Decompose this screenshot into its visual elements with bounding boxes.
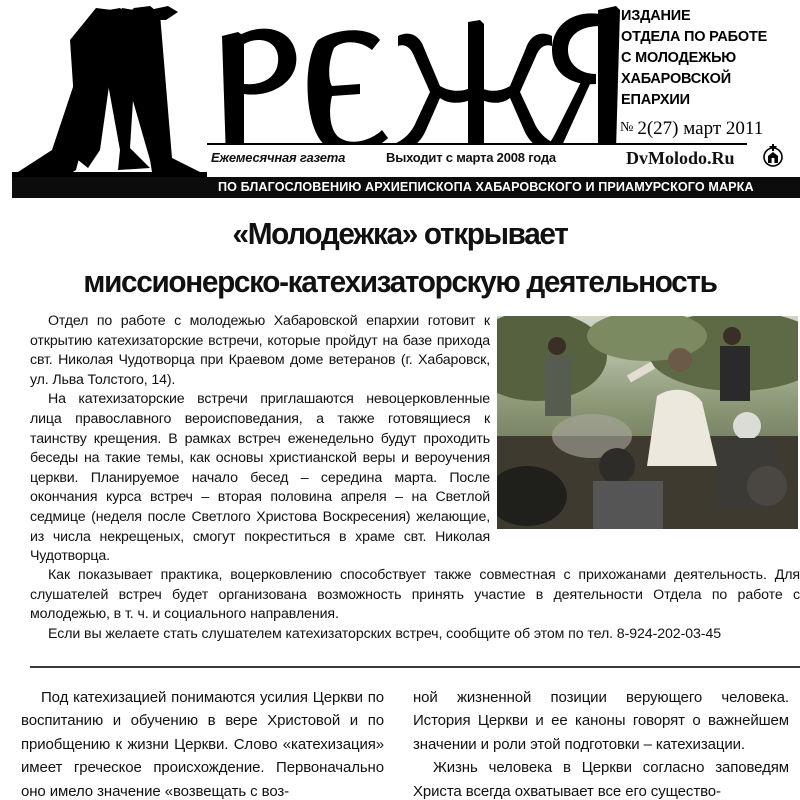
second-article-column-1 [21, 686, 384, 800]
publisher-line: ХАБАРОВСКОЙ ЕПАРХИИ [621, 71, 731, 108]
publisher-line: С МОЛОДЕЖЬЮ [621, 50, 737, 66]
church-emblem-icon [762, 143, 784, 169]
blessing-text: ПО БЛАГОСЛОВЕНИЮ АРХИЕПИСКОПА ХАБАРОВСКОГО И ПРИАМУРСКОГО МАРКА [218, 180, 754, 194]
article-paragraph: Как показывает практика, воцерковлению способствует также совместная с прихожанами деятельность. Для слушателей встреч будет организована возможность принять участие в деятельности Отдела по работе с молодежью, в т. ч. и социального направления. [30, 567, 800, 623]
since-label: Выходит с марта 2008 года [386, 150, 556, 165]
section-divider [30, 666, 800, 668]
photo-image [497, 316, 798, 529]
article-body-wide [30, 566, 800, 644]
headline-line-1: «Молодежка» открывает [232, 216, 568, 251]
website-link[interactable]: DvMolodo.Ru [626, 148, 735, 168]
article-paragraph: Под катехизацией понимаются усилия Церкви по воспитанию и обучению в вере Христовой и по приобщению к жизни Церкви. Слово «катехизация» имеет греческое происхождение. Первоначально оно имело значение «возвещать с воз- [21, 689, 384, 800]
masthead [0, 0, 800, 200]
article-body-column [30, 312, 490, 567]
second-article-column-2 [413, 686, 789, 800]
publisher-info [621, 6, 799, 111]
number-sign: № [620, 120, 634, 135]
issue-number [620, 118, 800, 140]
monthly-label: Ежемесячная газета [211, 150, 346, 165]
publisher-line: ОТДЕЛА ПО РАБОТЕ [621, 29, 768, 45]
headline-line-2: миссионерско-катехизаторскую деятельность [83, 264, 717, 299]
publisher-line: ИЗДАНИЕ [621, 8, 691, 24]
article-headline [16, 210, 784, 306]
article-paragraph: ной жизненной позиции верующего человека. История Церкви и ее каноны говорят о важнейшем значении и роли этой подготовки – катехизации. [413, 689, 789, 753]
issue-text: 2(27) март 2011 [637, 118, 764, 139]
article-photo [497, 316, 798, 529]
article-contact-paragraph: Если вы желаете стать слушателем катехизаторских встреч, сообщите об этом по тел. 8-924-202-03-45 [48, 625, 721, 642]
article-paragraph: Жизнь человека в Церкви согласно заповедям Христа всегда охватывает все его существо- [413, 759, 789, 800]
article-paragraph: Отдел по работе с молодежью Хабаровской епархии готовит к открытию катехизаторские встречи, которые пройдут на базе прихода свт. Николая Чудотворца при Краевом доме ветеранов (г. Хабаровск, ул. Льва Толстого, 14). [30, 313, 490, 388]
article-paragraph: На катехизаторские встречи приглашаются невоцерковленные лица православного вероисповедания, а также готовящиеся к таинству крещения. В рамках встреч еженедельно будут проходить беседы на такие темы, как основы христианской веры и вероучения церкви. Планируемое начало бесед – середина марта. После окончания курса встреч – вторая половина апреля – на Светлой седмице (неделя после Светлого Христова Воскресения) желающие, из числа некрещеных, смогут покреститься в храме свт. Николая Чудотворца. [30, 391, 490, 565]
